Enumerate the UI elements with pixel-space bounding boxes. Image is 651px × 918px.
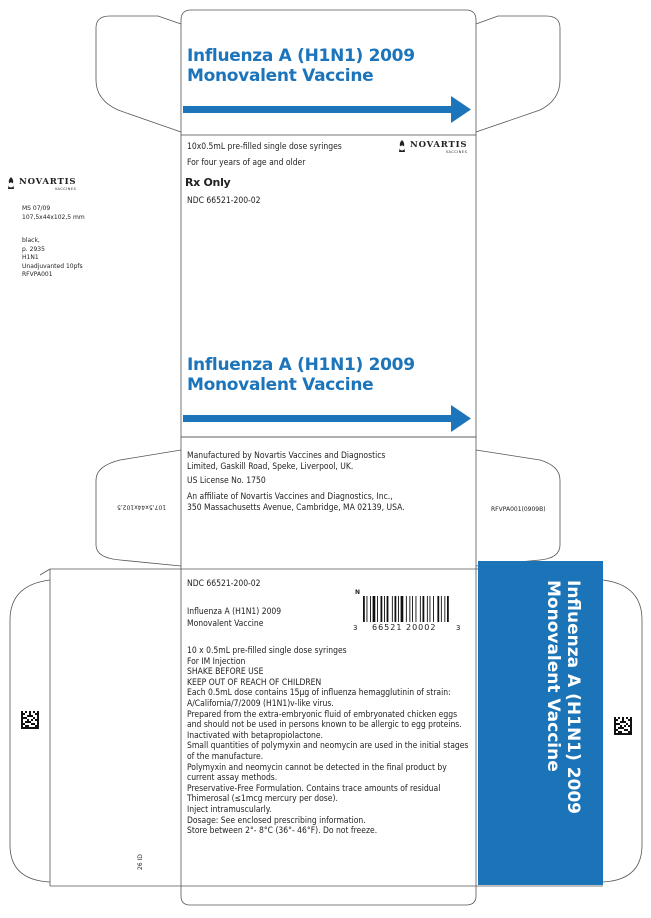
license: US License No. 1750 (187, 476, 266, 486)
info-line: Dosage: See enclosed prescribing information. (187, 815, 366, 826)
datamatrix-cell (626, 733, 628, 735)
blue-title-line1: Influenza A (H1N1) 2009 (563, 580, 583, 815)
datamatrix-cell (33, 727, 35, 729)
datamatrix-cell (35, 719, 37, 721)
datamatrix-cell (33, 723, 35, 725)
datamatrix-cell (21, 721, 23, 723)
middle-title (187, 355, 415, 395)
blue-panel-title (543, 580, 583, 814)
datamatrix-cell (29, 721, 31, 723)
barcode-bar (406, 596, 407, 622)
datamatrix-cell (614, 721, 616, 723)
barcode-bar (447, 596, 449, 622)
info-line: Small quantities of polymyxin and neomycin are used in the initial stages (187, 741, 469, 752)
color-line: RFVPA001 (22, 271, 53, 278)
barcode-bar (363, 596, 365, 622)
datamatrix-cell (628, 719, 630, 721)
datamatrix-cell (630, 723, 632, 725)
bottom-product (187, 606, 281, 630)
datamatrix-cell (29, 715, 31, 717)
bottom-product-line2: Monovalent Vaccine (187, 619, 264, 629)
datamatrix-cell (630, 725, 632, 727)
info-line: KEEP OUT OF REACH OF CHILDREN (187, 677, 322, 688)
datamatrix-cell (616, 719, 618, 721)
datamatrix-cell (624, 721, 626, 723)
barcode-bar (423, 596, 425, 622)
datamatrix-cell (630, 731, 632, 733)
arrow-right-icon (183, 405, 473, 433)
datamatrix-cell (630, 733, 632, 735)
datamatrix-cell (27, 719, 29, 721)
spec-line: MS 07/09 (22, 205, 51, 212)
datamatrix-cell (35, 727, 37, 729)
datamatrix-cell (21, 713, 23, 715)
middle-title-line2: Monovalent Vaccine (187, 375, 374, 395)
datamatrix-cell (622, 721, 624, 723)
info-line: Prepared from the extra-embryonic fluid of embryonated chicken eggs (187, 709, 458, 720)
barcode-bar (384, 596, 385, 622)
novartis-logo-icon (6, 177, 16, 189)
datamatrix-cell (31, 719, 33, 721)
datamatrix-cell (37, 711, 39, 713)
datamatrix-cell (23, 723, 25, 725)
datamatrix-cell (35, 713, 37, 715)
datamatrix-cell (614, 731, 616, 733)
datamatrix-cell (624, 729, 626, 731)
datamatrix-icon (21, 711, 39, 729)
rx-only: Rx Only (185, 176, 231, 189)
top-title (187, 46, 415, 86)
logo-word: NOVARTIS (410, 140, 468, 150)
barcode-bar (373, 596, 376, 622)
datamatrix-cell (23, 717, 25, 719)
barcode-bar (433, 596, 434, 622)
barcode-middle-digits: 66521 20002 (372, 623, 437, 632)
datamatrix-cell (37, 717, 39, 719)
barcode-bar (370, 596, 371, 622)
datamatrix-cell (616, 723, 618, 725)
datamatrix-cell (618, 731, 620, 733)
datamatrix-cell (630, 719, 632, 721)
datamatrix-cell (628, 733, 630, 735)
datamatrix-cell (630, 717, 632, 719)
datamatrix-cell (37, 719, 39, 721)
top-title-line2: Monovalent Vaccine (187, 66, 374, 86)
bottom-left-code: 26 ID (137, 854, 144, 870)
datamatrix-cell (620, 733, 622, 735)
info-line: 10 x 0.5mL pre-filled single dose syringes (187, 646, 347, 656)
datamatrix-cell (616, 729, 618, 731)
barcode-left-digit: 3 (353, 624, 358, 632)
datamatrix-cell (622, 733, 624, 735)
novartis-logo-icon (397, 140, 407, 152)
datamatrix-cell (21, 727, 23, 729)
datamatrix-cell (21, 717, 23, 719)
datamatrix-cell (31, 723, 33, 725)
datamatrix-cell (37, 713, 39, 715)
datamatrix-cell (624, 733, 626, 735)
bottom-info (187, 646, 468, 837)
info-line: current assay methods. (187, 773, 278, 784)
info-line: SHAKE BEFORE USE (187, 667, 264, 678)
info-line: Store between 2°- 8°C (36°- 46°F). Do not freeze. (187, 826, 378, 837)
blue-title-line2: Monovalent Vaccine (543, 580, 563, 772)
top-syringes: 10x0.5mL pre-filled single dose syringes (187, 142, 342, 152)
color-line: Unadjuvanted 10pfs (22, 262, 83, 270)
datamatrix-cell (25, 727, 27, 729)
barcode-bar (401, 596, 404, 622)
barcode-bar (367, 596, 368, 622)
info-line: Preservative-Free Formulation. Contains trace amounts of residual (187, 783, 441, 794)
datamatrix-cell (628, 725, 630, 727)
datamatrix-cell (21, 715, 23, 717)
barcode-bar (398, 596, 399, 622)
datamatrix-cell (37, 721, 39, 723)
datamatrix-cell (31, 727, 33, 729)
datamatrix-cell (620, 721, 622, 723)
datamatrix-cell (626, 729, 628, 731)
datamatrix-cell (27, 725, 29, 727)
datamatrix-cell (616, 733, 618, 735)
datamatrix-cell (35, 725, 37, 727)
barcode-bar (437, 596, 439, 622)
datamatrix-cell (29, 713, 31, 715)
datamatrix-cell (618, 717, 620, 719)
info-line: Polymyxin and neomycin cannot be detected in the final product by (187, 762, 447, 773)
barcode-n: N (355, 589, 361, 596)
datamatrix-cell (614, 719, 616, 721)
datamatrix-cell (33, 717, 35, 719)
datamatrix-cell (620, 725, 622, 727)
datamatrix-cell (29, 711, 31, 713)
barcode-bar (395, 596, 397, 622)
datamatrix-cell (27, 715, 29, 717)
datamatrix-cell (622, 727, 624, 729)
color-line: black, (22, 237, 40, 244)
datamatrix-cell (620, 727, 622, 729)
datamatrix-cell (25, 711, 27, 713)
datamatrix-cell (33, 711, 35, 713)
datamatrix-cell (618, 723, 620, 725)
left-logo-sub: VACCINES (54, 187, 77, 191)
bottom-product-line1: Influenza A (H1N1) 2009 (187, 607, 282, 617)
barcode-icon (362, 596, 462, 626)
barcode-bar (412, 596, 413, 622)
datamatrix-cell (622, 719, 624, 721)
top-title-line1: Influenza A (H1N1) 2009 (187, 46, 415, 66)
info-line: of the manufacture. (187, 751, 264, 762)
datamatrix-cell (25, 721, 27, 723)
arrow-right-icon (183, 96, 473, 124)
right-flap-code: RFVPA001(0909B) (491, 506, 546, 513)
datamatrix-cell (630, 727, 632, 729)
manufacturer (187, 451, 385, 473)
barcode-bar (377, 596, 378, 622)
datamatrix-icon (614, 717, 632, 735)
datamatrix-cell (25, 717, 27, 719)
datamatrix-cell (21, 719, 23, 721)
datamatrix-cell (622, 717, 624, 719)
datamatrix-cell (614, 717, 616, 719)
middle-title-line1: Influenza A (H1N1) 2009 (187, 355, 415, 375)
blue-side-panel (478, 561, 603, 885)
datamatrix-cell (21, 723, 23, 725)
bottom-ndc: NDC 66521-200-02 (187, 579, 261, 589)
top-age: For four years of age and older (187, 158, 306, 168)
left-color-info (22, 237, 83, 280)
datamatrix-cell (23, 727, 25, 729)
top-ndc: NDC 66521-200-02 (187, 196, 261, 206)
affiliate (187, 492, 405, 514)
affiliate-line1: An affiliate of Novartis Vaccines and Diagnostics, Inc., (187, 492, 393, 502)
datamatrix-cell (618, 733, 620, 735)
barcode-bar (444, 596, 445, 622)
affiliate-line2: 350 Massachusetts Avenue, Cambridge, MA 02139, USA. (187, 503, 405, 513)
barcode-bar (430, 596, 431, 622)
barcode-bar (441, 596, 442, 622)
datamatrix-cell (614, 725, 616, 727)
barcode-bar (409, 596, 410, 622)
datamatrix-cell (21, 711, 23, 713)
left-logo-word: NOVARTIS (19, 177, 77, 187)
datamatrix-cell (37, 727, 39, 729)
info-line: Inject intramuscularly. (187, 804, 272, 815)
datamatrix-cell (27, 721, 29, 723)
info-line: Thimerosal (≤1mcg mercury per dose). (187, 794, 338, 805)
spec-line: 107,5x44x102,5 mm (22, 213, 85, 221)
datamatrix-cell (614, 733, 616, 735)
datamatrix-cell (614, 729, 616, 731)
barcode-bar (381, 596, 383, 622)
manufacturer-line2: Limited, Gaskill Road, Speke, Liverpool, UK. (187, 462, 354, 472)
datamatrix-cell (27, 727, 29, 729)
datamatrix-cell (630, 729, 632, 731)
datamatrix-cell (25, 725, 27, 727)
color-line: p. 2935 (22, 245, 45, 253)
novartis-logo (397, 140, 467, 154)
left-flap-dims: 107,5x44x102,5 (117, 503, 167, 511)
datamatrix-cell (614, 723, 616, 725)
info-line: Inactivated with betapropiolactone. (187, 730, 324, 741)
datamatrix-cell (628, 731, 630, 733)
datamatrix-cell (630, 721, 632, 723)
datamatrix-cell (37, 723, 39, 725)
barcode-bar (416, 596, 417, 622)
datamatrix-cell (29, 727, 31, 729)
color-line: H1N1 (22, 254, 39, 261)
barcode-bar (392, 596, 393, 622)
datamatrix-cell (23, 713, 25, 715)
barcode-bar (420, 596, 421, 622)
logo-sub: VACCINES (445, 150, 468, 154)
info-line: and should not be used in persons known to be allergic to egg proteins. (187, 720, 462, 731)
left-spec (22, 205, 85, 222)
info-line: Each 0.5mL dose contains 15µg of influenza hemagglutinin of strain: (187, 688, 451, 699)
barcode-right-digit: 3 (456, 624, 461, 632)
barcode-bar (387, 596, 389, 622)
left-novartis-logo (6, 177, 76, 191)
datamatrix-cell (37, 715, 39, 717)
datamatrix-cell (21, 725, 23, 727)
datamatrix-cell (31, 715, 33, 717)
datamatrix-cell (626, 723, 628, 725)
datamatrix-cell (37, 725, 39, 727)
barcode-bar (427, 596, 428, 622)
datamatrix-cell (624, 725, 626, 727)
datamatrix-cell (626, 717, 628, 719)
manufacturer-line1: Manufactured by Novartis Vaccines and Diagnostics (187, 451, 386, 461)
info-line: For IM Injection (187, 656, 246, 667)
datamatrix-cell (620, 731, 622, 733)
datamatrix-cell (614, 727, 616, 729)
datamatrix-cell (618, 727, 620, 729)
info-line: A/California/7/2009 (H1N1)v-like virus. (187, 698, 334, 709)
